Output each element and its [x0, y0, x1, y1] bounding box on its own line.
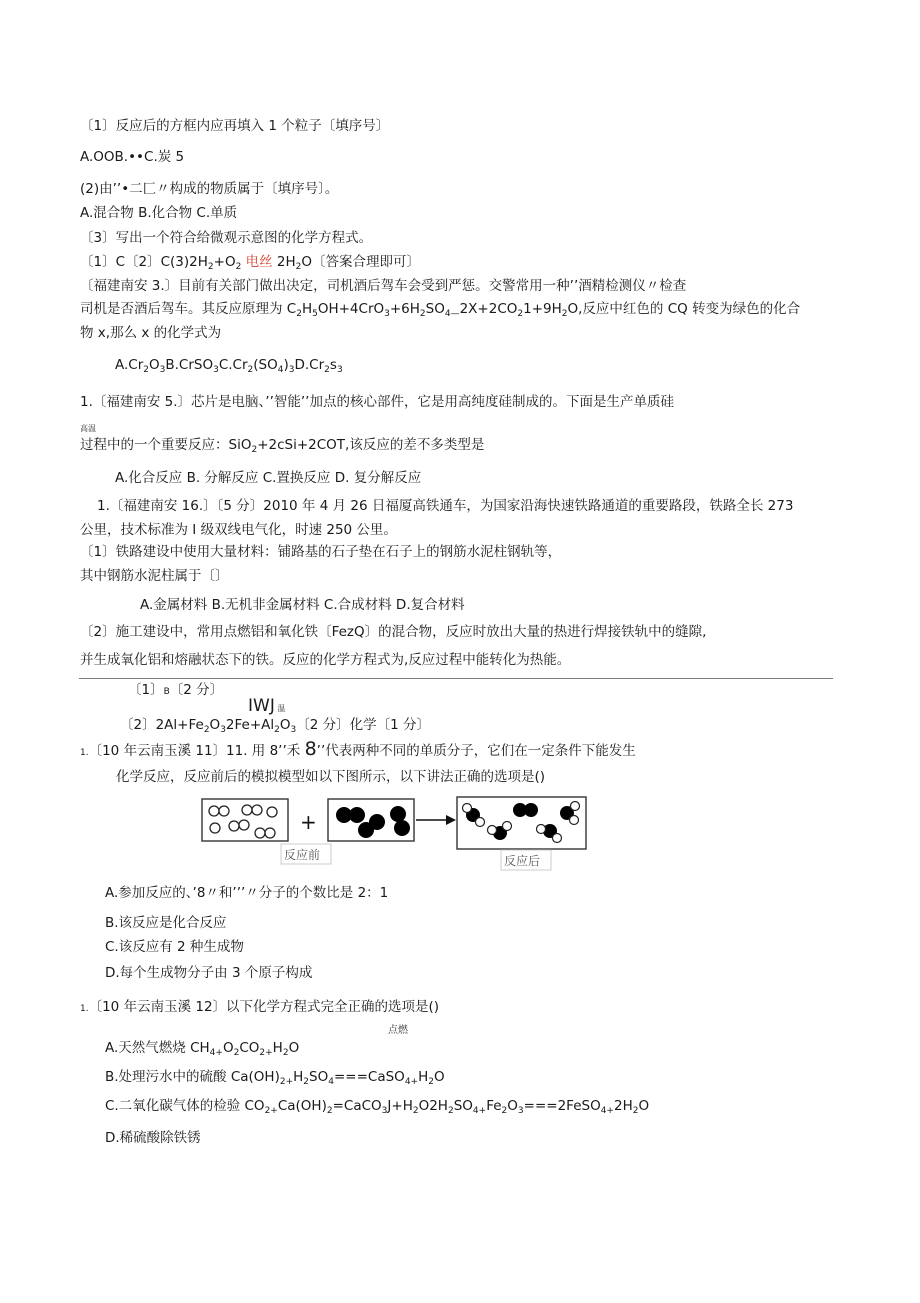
text-line: 〔福建南安 3.〕目前有关部门做出决定，司机酒后驾车会受到严惩。交警常用一种’’酒精检测仪〃检查 [80, 278, 687, 294]
plus-sign: + [300, 810, 317, 834]
option-c: C.二氧化碳气体的检验 $CO_{2+}Ca(OH)_2=CaCO_3J+H_2O2H_2SO_{4+}Fe_2O_3===2FeSO_{4+}2H_2O$ [105, 1098, 650, 1116]
text-line: 1.〔福建南安 5.〕芯片是电脑、’’智能’’加点的核心部件，它是用高纯度硅制成的。下面是生产单质硅 [80, 394, 674, 410]
option-c: C.该反应有 2 种生成物 [105, 939, 244, 955]
text-line: 〔2〕施工建设中，常用点燃铝和氧化铁〔FezQ〕的混合物，反应时放出大量的热进行焊接铁轨中的缝隙, [80, 624, 707, 640]
answer-line: 〔2〕$2Al+Fe_2O_32Fe+Al_2O_3$〔2 分〕化学〔1 分〕 [120, 717, 431, 735]
option-a: A.天然气燃烧 $CH_{4+}O_2CO_{2+}H_2O$ [105, 1040, 300, 1058]
text-line: 1.〔福建南安 16.〕〔5 分〕2010 年 4 月 26 日福厦高铁通车，为国家沿海快速铁路通道的重要路段，铁路全长 273 [97, 498, 794, 514]
condition-label: IWJ 温 [248, 696, 286, 716]
text-line: 公里，技术标准为 I 级双线电气化，时速 250 公里。 [80, 522, 397, 538]
option-d: D.稀硫酸除铁锈 [105, 1130, 201, 1146]
text-line: 并生成氧化铝和熔融状态下的铁。反应的化学方程式为,反应过程中能转化为热能。 [80, 652, 571, 668]
text-line: 其中钢筋水泥柱属于〔〕 [80, 568, 229, 584]
condition-label: 点燃 [388, 1025, 408, 1036]
option-b: B.处理污水中的硫酸 $Ca(OH)_{2+}H_2SO_4===CaSO_{4+}H_2O$ [105, 1069, 445, 1087]
options-line: A.化合反应 B. 分解反应 C.置换反应 D. 复分解反应 [115, 470, 422, 486]
text-line: 〔3〕写出一个符合给微观示意图的化学方程式。 [80, 230, 373, 246]
arrow-head [446, 815, 456, 825]
equation-line: 司机是否酒后驾车。其反应原理为 $C_2H_5OH+4CrO_3+6H_2SO_{4—}2X+2CO_21+9H_2O$,反应中红色的 CQ 转变为绿色的化合 [80, 301, 801, 319]
caption-after: 反应后 [504, 854, 541, 868]
equation-line: 过程中的一个重要反应：SiO$_2$+2cSi+2COT,该反应的差不多类型是 [80, 437, 485, 455]
text-line: (2)由’’•二匚〃构成的物质属于〔填序号〕。 [80, 181, 339, 197]
condition-label: 高温 [80, 424, 96, 433]
text-line: 物 x,那么 x 的化学式为 [80, 325, 222, 341]
text-line: 化学反应，反应前后的模拟模型如以下图所示，以下讲法正确的选项是() [116, 769, 546, 785]
condition-text: 电丝 [241, 254, 273, 270]
text-line: 〔1〕铁路建设中使用大量材料：铺路基的石子垫在石子上的钢筋水泥柱钢轨等， [80, 544, 562, 560]
text-line: A.混合物 B.化合物 C.单质 [80, 205, 238, 221]
options-line: $A.Cr_2O_3B.CrSO_3C.Cr_2(SO_4)_3D.Cr_2s_3$ [115, 357, 343, 375]
answer-line: 〔1〕C〔2〕$C(3)2H_2+O_2$ 电丝 $2H_2O$〔答案合理即可〕 [80, 254, 421, 272]
question-line: 1.〔10 年云南玉溪 11〕11. 用 8’’禾 8’’代表两种不同的单质分子，它们在一定条件下能发生 [80, 738, 636, 760]
answer-line: 〔1〕B〔2 分〕 [128, 682, 224, 698]
text-line: A.OOB.••C.炭 5 [80, 149, 185, 165]
text-line: 〔1〕反应后的方框内应再填入 1 个粒子〔填序号〕 [80, 118, 390, 134]
option-a: A.参加反应的、’8〃和’’’〃分子的个数比是 2：1 [105, 885, 389, 901]
options-line: A.金属材料 B.无机非金属材料 C.合成材料 D.复合材料 [140, 597, 465, 613]
option-d: D.每个生成物分子由 3 个原子构成 [105, 965, 313, 981]
question-line: 1.〔10 年云南玉溪 12〕以下化学方程式完全正确的选项是() [80, 999, 440, 1015]
caption-before: 反应前 [284, 848, 321, 862]
option-b: B.该反应是化合反应 [105, 915, 227, 931]
